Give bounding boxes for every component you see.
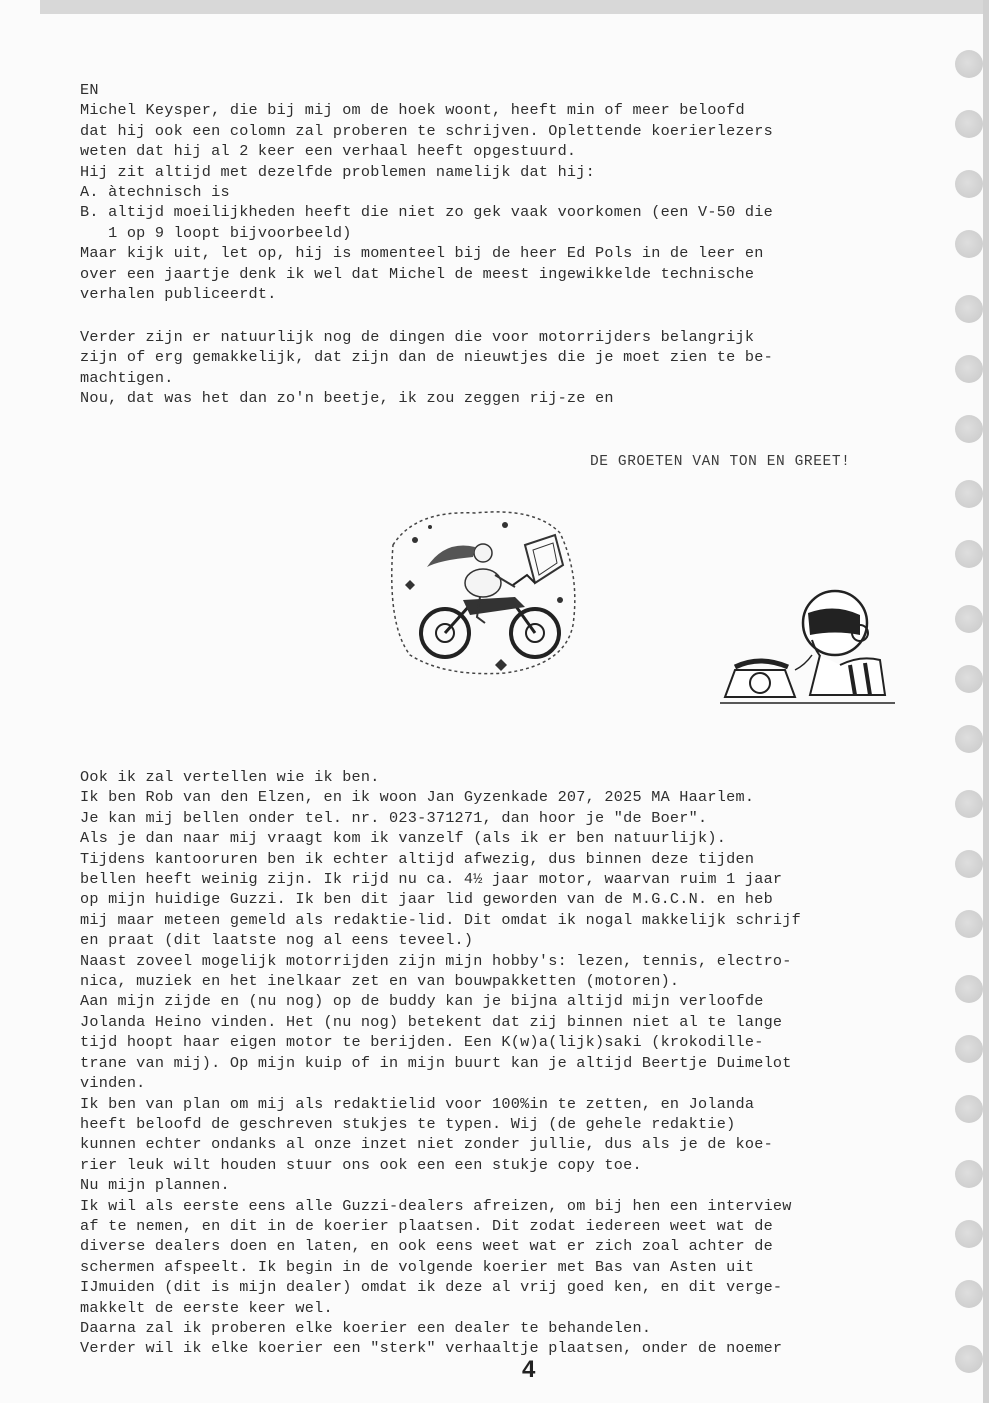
text-line: dat hij ook een colomn zal proberen te schrijven. Oplettende koerierlezers [80, 121, 773, 140]
text-line: Ik ben Rob van den Elzen, en ik woon Jan Gyzenkade 207, 2025 MA Haarlem. [80, 788, 755, 807]
text-line: IJmuiden (dit is mijn dealer) omdat ik deze al vrij goed ken, en dit verge- [80, 1278, 783, 1297]
text-line: Tijdens kantooruren ben ik echter altijd afwezig, dus binnen deze tijden [80, 849, 755, 868]
text-line: Je kan mij bellen onder tel. nr. 023-371271, dan hoor je "de Boer". [80, 808, 708, 827]
text-line: heeft beloofd de geschreven stukjes te typen. Wij (de gehele redaktie) [80, 1114, 736, 1133]
text-line: kunnen echter ondanks al onze inzet niet zonder jullie, dus als je de koe- [80, 1135, 773, 1154]
text-line: Hij zit altijd met dezelfde problemen namelijk dat hij: [80, 162, 596, 181]
text-line: Ik wil als eerste eens alle Guzzi-dealers afreizen, om bij hen een interview [80, 1196, 792, 1215]
text-line: Nou, dat was het dan zo'n beetje, ik zou zeggen rij-ze en [80, 389, 614, 408]
text-line: Ook ik zal vertellen wie ik ben. [80, 768, 380, 786]
text-line: tijd hoopt haar eigen motor te berijden. Een K(w)a(lijk)saki (krokodille- [80, 1033, 764, 1052]
text-line: diverse dealers doen en laten, en ook eens weet wat er zich zoal achter de [80, 1237, 773, 1256]
binder-hole [955, 725, 983, 753]
text-line: bellen heeft weinig zijn. Ik rijd nu ca. 4½ jaar motor, waarvan ruim 1 jaar [80, 870, 783, 889]
text-line: machtigen. [80, 368, 174, 387]
binder-hole [955, 665, 983, 693]
paragraph-rob [80, 767, 960, 1359]
text-line: A. àtechnisch is [80, 183, 230, 202]
text-line: nica, muziek en het inelkaar zet en van bouwpakketten (motoren). [80, 972, 680, 991]
text-line: Daarna zal ik proberen elke koerier een dealer te behandelen. [80, 1318, 652, 1337]
text-line: Ik ben van plan om mij als redaktielid voor 100%in te zetten, en Jolanda [80, 1094, 755, 1113]
page-top-edge [40, 0, 989, 14]
binder-hole [955, 50, 983, 78]
binder-hole [955, 605, 983, 633]
text-line: trane van mij). Op mijn kuip of in mijn buurt kan je altijd Beertje Duimelot [80, 1053, 792, 1072]
text-line: B. altijd moeilijkheden heeft die niet zo gek vaak voorkomen (een V-50 die [80, 203, 773, 222]
binder-hole [955, 480, 983, 508]
motorcycle-rider-illustration [385, 505, 580, 677]
page-number: 4 [522, 1356, 536, 1383]
text-line: Maar kijk uit, let op, hij is momenteel bij de heer Ed Pols in de leer en [80, 244, 764, 263]
paragraph-closing [80, 327, 960, 409]
binder-hole [955, 540, 983, 568]
text-line: Verder zijn er natuurlijk nog de dingen die voor motorrijders belangrijk [80, 328, 755, 346]
text-line: mij maar meteen gemeld als redaktie-lid. Dit omdat ik nogal makkelijk schrijf [80, 910, 802, 929]
paragraph-michel [80, 80, 960, 304]
signature: DE GROETEN VAN TON EN GREET! [590, 454, 851, 470]
helmet-telephone-illustration [720, 585, 895, 710]
text-line: rier leuk wilt houden stuur ons ook een een stukje copy toe. [80, 1155, 642, 1174]
text-line: Nu mijn plannen. [80, 1176, 230, 1195]
text-line: vinden. [80, 1074, 146, 1093]
text-line: Michel Keysper, die bij mij om de hoek woont, heeft min of meer beloofd [80, 101, 745, 120]
binder-hole [955, 415, 983, 443]
text-line: Jolanda Heino vinden. Het (nu nog) betekent dat zij binnen niet al te lange [80, 1012, 783, 1031]
text-line: Naast zoveel mogelijk motorrijden zijn mijn hobby's: lezen, tennis, electro- [80, 951, 792, 970]
text-line: verhalen publiceerdt. [80, 285, 277, 304]
text-line: af te nemen, en dit in de koerier plaatsen. Dit zodat iedereen weet wat de [80, 1216, 773, 1235]
text-line: en praat (dit laatste nog al eens teveel.) [80, 931, 474, 950]
text-line: EN [80, 81, 99, 99]
text-line: zijn of erg gemakkelijk, dat zijn dan de nieuwtjes die je moet zien te be- [80, 348, 773, 367]
text-line: 1 op 9 loopt bijvoorbeeld) [80, 223, 352, 242]
text-line: makkelt de eerste keer wel. [80, 1298, 333, 1317]
text-line: weten dat hij al 2 keer een verhaal heeft opgestuurd. [80, 142, 577, 161]
text-line: schermen afspeelt. Ik begin in de volgende koerier met Bas van Asten uit [80, 1257, 755, 1276]
text-line: Verder wil ik elke koerier een "sterk" verhaaltje plaatsen, onder de noemer [80, 1339, 783, 1358]
text-line: Aan mijn zijde en (nu nog) op de buddy kan je bijna altijd mijn verloofde [80, 992, 764, 1011]
text-line: op mijn huidige Guzzi. Ik ben dit jaar lid geworden van de M.G.C.N. en heb [80, 890, 773, 909]
text-line: over een jaartje denk ik wel dat Michel de meest ingewikkelde technische [80, 264, 755, 283]
text-line: Als je dan naar mij vraagt kom ik vanzelf (als ik er ben natuurlijk). [80, 829, 727, 848]
